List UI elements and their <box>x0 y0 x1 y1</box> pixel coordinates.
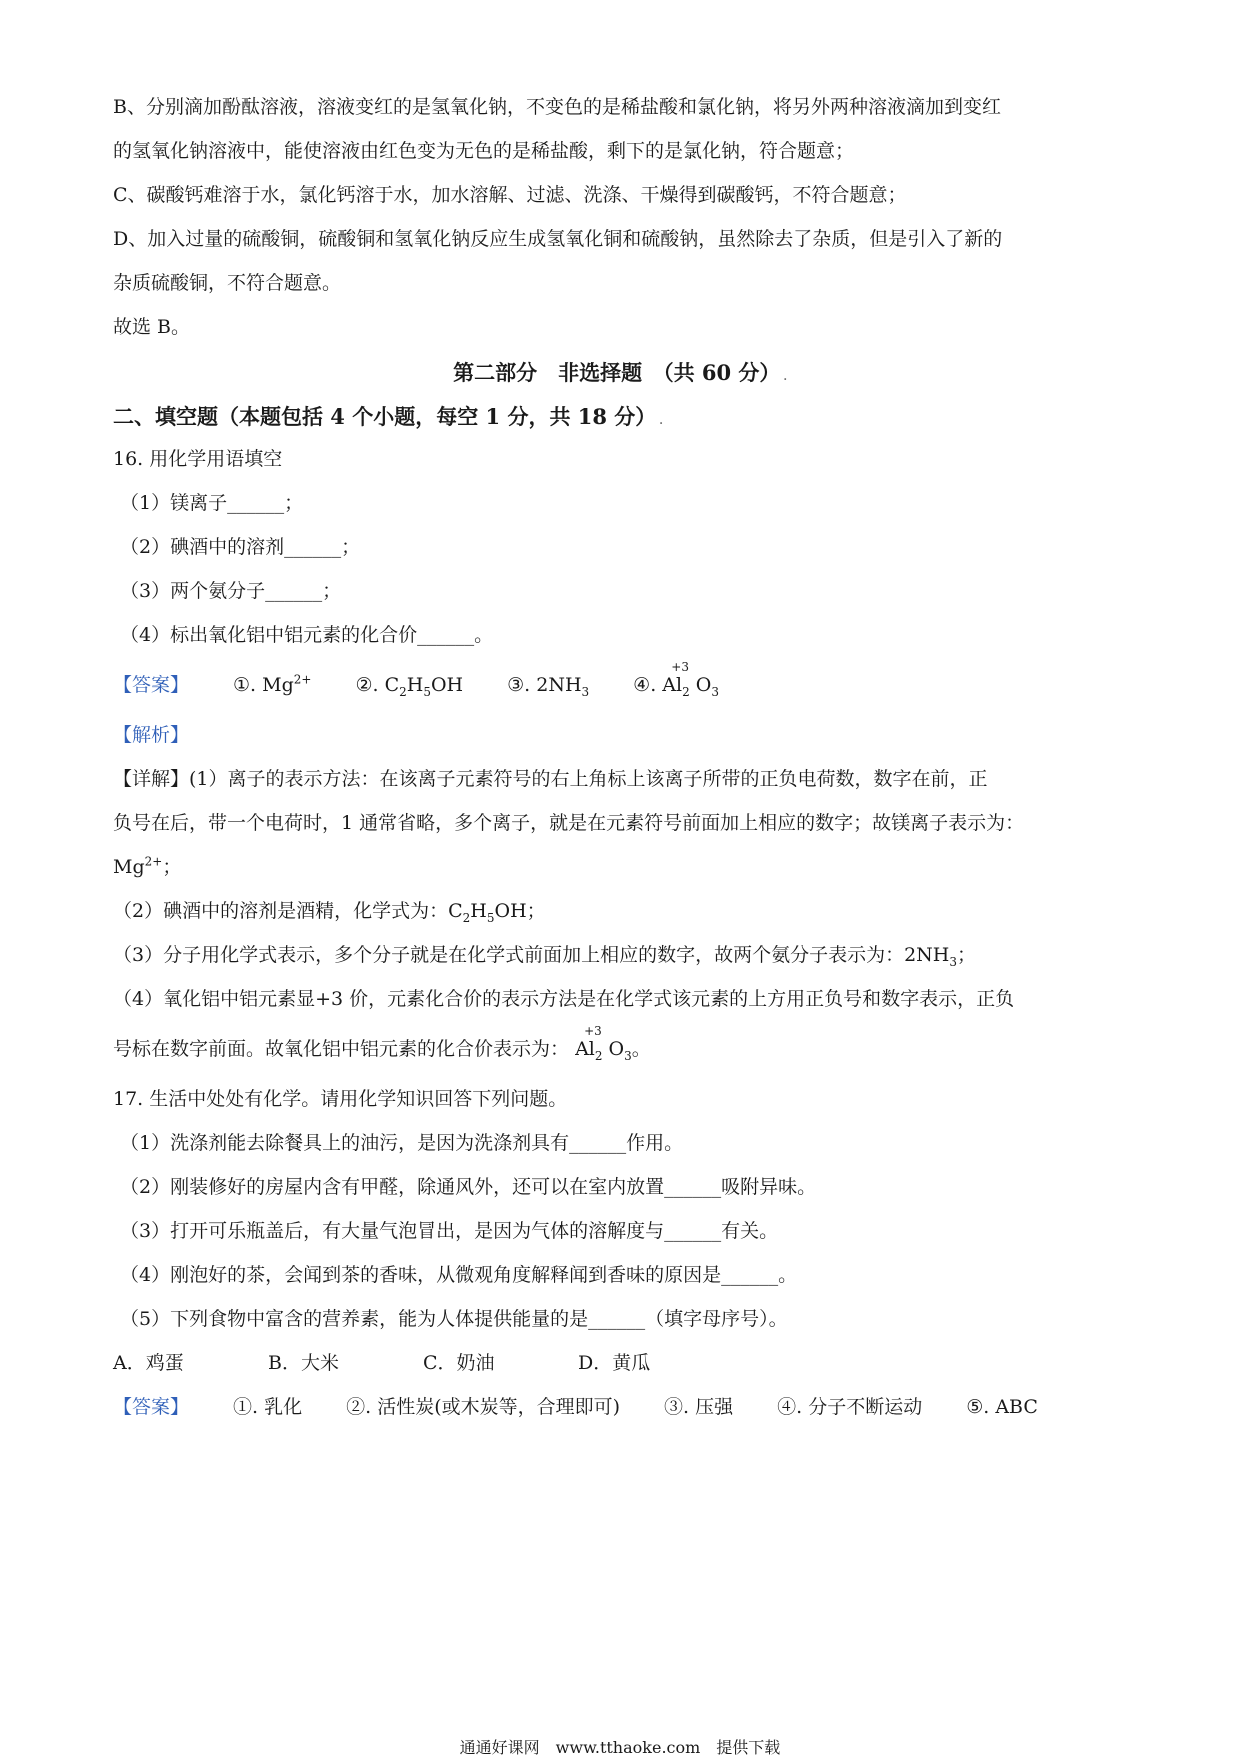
option-d-line-1: D、加入过量的硫酸铜，硫酸铜和氢氧化钠反应生成氢氧化铜和硫酸钠，虽然除去了杂质，但是引入了新的 <box>113 228 1003 250</box>
detail-line-5: （3）分子用化学式表示，多个分子就是在化学式前面加上相应的数字，故两个氨分子表示为：$2NH_3$； <box>113 944 977 969</box>
detail-line-3: $Mg^{2+}$； <box>113 854 182 878</box>
answer-tag-17: 【答案】 <box>113 1396 190 1418</box>
valence-formula-detail: +3 $Al_2$ $O_3$ <box>575 1024 632 1063</box>
conclusion-line: 故选 B。 <box>113 316 191 338</box>
answer-3: ③. $2NH_3$ <box>507 674 590 699</box>
analysis-tag: 【解析】 <box>113 724 190 746</box>
option-d-line-2: 杂质硫酸铜，不符合题意。 <box>113 272 342 294</box>
q17-answer-2: ②. 活性炭(或木炭等，合理即可) <box>346 1396 621 1418</box>
q17-item-1: （1）洗涤剂能去除餐具上的油污，是因为洗涤剂具有______作用。 <box>120 1132 684 1154</box>
detail-line-1: 【详解】(1）离子的表示方法：在该离子元素符号的右上角标上该离子所带的正负电荷数，数字在前，正 <box>113 768 988 790</box>
part-title: 第二部分 非选择题 （共 60 分） . <box>453 360 787 385</box>
q17-item-5: （5）下列食物中富含的营养素，能为人体提供能量的是______（填字母序号）。 <box>120 1308 788 1330</box>
q17-answer-5: ⑤. ABC <box>966 1396 1038 1418</box>
option-c: C．奶油 <box>423 1352 495 1374</box>
detail-line-4: （2）碘酒中的溶剂是酒精，化学式为：$C_2H_5OH$； <box>113 900 546 925</box>
q16-stem: 16. 用化学用语填空 <box>113 448 283 470</box>
q16-item-3: （3）两个氨分子______； <box>120 580 342 602</box>
option-b-line-1: B、分别滴加酚酞溶液，溶液变红的是氢氧化钠，不变色的是稀盐酸和氯化钠，将另外两种溶液滴加到变红 <box>113 96 1001 118</box>
q16-item-2: （2）碘酒中的溶剂______； <box>120 536 361 558</box>
detail-line-2: 负号在后，带一个电荷时，1 通常省略，多个离子，就是在元素符号前面加上相应的数字；故镁离子表示为： <box>113 812 1025 834</box>
page-footer: 通通好课网 www.tthaoke.com 提供下载 <box>459 1738 781 1757</box>
answer-2: ②. $C_2H_5OH$ <box>355 674 464 699</box>
detail-line-6: （4）氧化铝中铝元素显+3 价，元素化合价的表示方法是在化学式该元素的上方用正负号和数字表示，正负 <box>113 988 1015 1010</box>
q16-item-4: （4）标出氧化铝中铝元素的化合价______。 <box>120 624 494 646</box>
q17-item-3: （3）打开可乐瓶盖后，有大量气泡冒出，是因为气体的溶解度与______有关。 <box>120 1220 779 1242</box>
section-title: 二、填空题（本题包括 4 个小题，每空 1 分，共 18 分） . <box>113 404 663 429</box>
option-b-line-2: 的氢氧化钠溶液中，能使溶液由红色变为无色的是稀盐酸，剩下的是氯化钠，符合题意； <box>113 140 855 162</box>
q17-answer-line <box>113 1398 1038 1417</box>
q16-item-1: （1）镁离子______； <box>120 492 304 514</box>
q17-answer-1: ①. 乳化 <box>233 1396 303 1418</box>
q17-item-4: （4）刚泡好的茶，会闻到茶的香味，从微观角度解释闻到香味的原因是______。 <box>120 1264 798 1286</box>
answer-tag: 【答案】 <box>113 674 190 696</box>
answer-4: ④. +3 $Al_2$ $O_3$ <box>633 660 720 699</box>
option-c-line: C、碳酸钙难溶于水，氯化钙溶于水，加水溶解、过滤、洗涤、干燥得到碳酸钙，不符合题意； <box>113 184 907 206</box>
valence-formula: +3 $Al_2$ $O_3$ <box>662 660 720 699</box>
q17-answer-4: ④. 分子不断运动 <box>777 1396 923 1418</box>
option-d: D．黄瓜 <box>578 1352 651 1374</box>
q16-answer-line <box>113 660 720 699</box>
answer-1: ①. $Mg^{2+}$ <box>233 672 312 696</box>
option-a: A．鸡蛋 <box>113 1352 184 1374</box>
q17-stem: 17. 生活中处处有化学。请用化学知识回答下列问题。 <box>113 1088 568 1110</box>
q17-options <box>113 1354 733 1373</box>
option-b: B．大米 <box>268 1352 339 1374</box>
detail-line-7: 号标在数字前面。故氧化铝中铝元素的化合价表示为： +3 $Al_2$ $O_3$。 <box>113 1024 651 1063</box>
q17-item-2: （2）刚装修好的房屋内含有甲醛，除通风外，还可以在室内放置______吸附异味。 <box>120 1176 817 1198</box>
q17-answer-3: ③. 压强 <box>664 1396 734 1418</box>
